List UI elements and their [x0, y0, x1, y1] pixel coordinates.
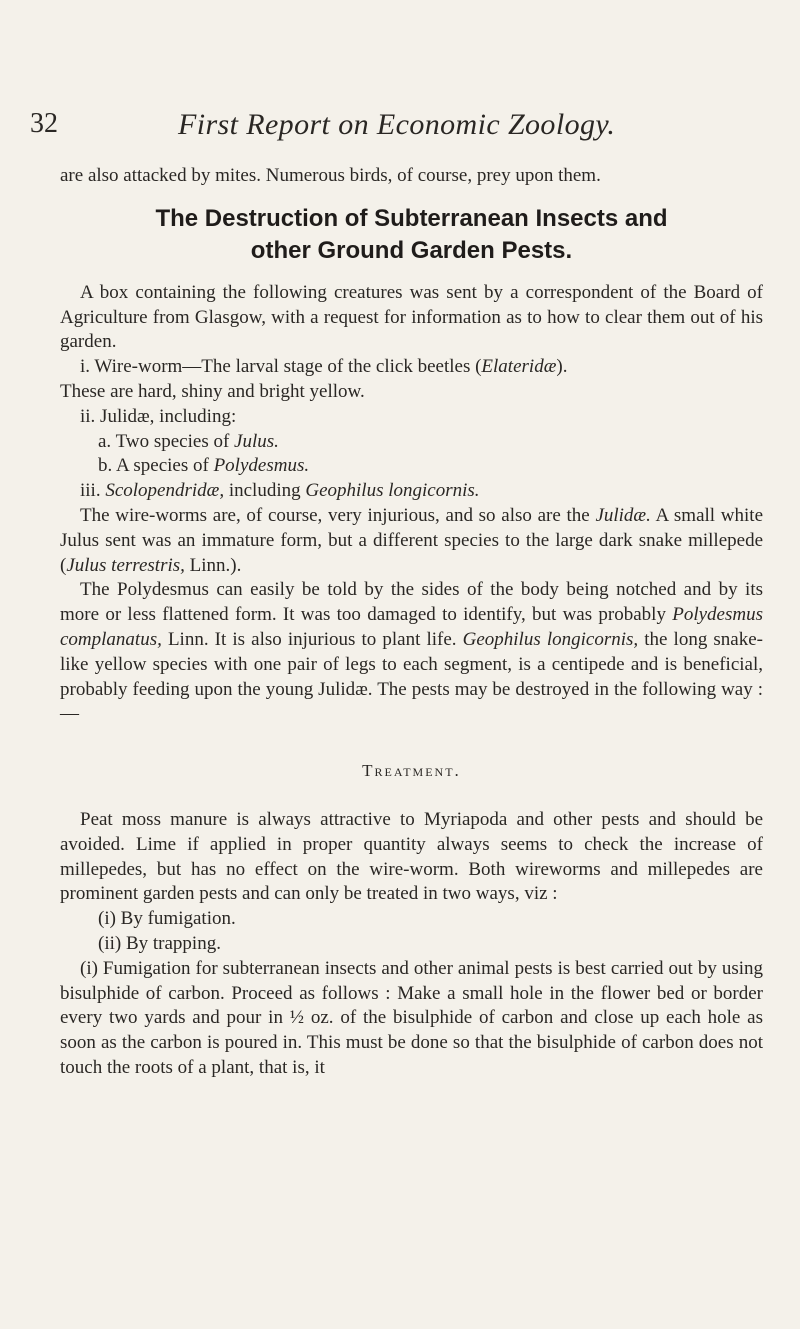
running-title: First Report on Economic Zoology. — [178, 108, 616, 141]
polydesmus-text-2: Linn. It is also injurious to plant life. — [161, 628, 463, 650]
page-header — [0, 108, 800, 148]
list-item-b-taxon: Polydesmus. — [213, 455, 310, 477]
wireworms-taxon-2: Julus terrestris, — [66, 554, 185, 576]
list-item-b — [60, 454, 763, 479]
list-item-a — [60, 430, 763, 455]
polydesmus-text-1: The Polydesmus can easily be told by the sides of the body being notched and by its more or less flattened form. It was too damaged to identify, but was probably — [60, 579, 763, 626]
section-title-line-1: The Destruction of Subterranean Insects and — [155, 204, 668, 232]
page-number: 32 — [30, 108, 58, 139]
list-item-iii-prefix: iii. — [80, 480, 106, 502]
list-item-i-taxon: Elateridæ — [481, 356, 557, 378]
wireworms-text-2: A small white Julus sent was an immature form, but a different species to the large dark snake millepede ( — [60, 504, 764, 576]
list-item-i-continuation: These are hard, shiny and bright yellow. — [60, 380, 365, 402]
wireworms-paragraph — [60, 504, 763, 578]
polydesmus-taxon-1: Polydesmus complanatus, — [60, 604, 763, 650]
page-body — [60, 164, 763, 1081]
list-item-b-text: b. A species of — [98, 455, 214, 477]
list-item-iii-taxon: Scolopendridæ, — [105, 480, 225, 502]
wireworms-text-1: The wire-worms are, of course, very injurious, and so also are the — [80, 504, 596, 526]
polydesmus-text-3: the long snake-like yellow species with one pair of legs to each segment, is a centipede and is beneficial, probably feeding upon the young Julidæ. The pests may be destroyed in the following way :— — [60, 628, 763, 725]
continuation-paragraph: are also attacked by mites. Numerous birds, of course, prey upon them. — [60, 165, 601, 186]
list-item-i — [60, 355, 763, 380]
list-item-a-text: a. Two species of — [98, 430, 235, 452]
treatment-option-1: (i) By fumigation. — [98, 908, 236, 930]
section-title-line-2: other Ground Garden Pests. — [250, 236, 573, 264]
treatment-option-2: (ii) By trapping. — [98, 932, 221, 954]
list-item-iii-mid: including — [224, 480, 306, 502]
wireworms-taxon-1: Julidæ. — [595, 504, 651, 526]
list-item-i-text: i. Wire-worm—The larval stage of the click beetles ( — [80, 356, 482, 378]
list-item-iii-species: Geophilus longicornis. — [305, 480, 480, 502]
treatment-heading: Treatment. — [362, 761, 461, 781]
treatment-paragraph-1: Peat moss manure is always attractive to Myriapoda and other pests and should be avoided. Lime if applied in proper quantity always seems to check the increase of millepedes, but has no effect on the wire-worm. Both wireworms and millepedes are prominent garden pests and can only be treated in two ways, viz : — [60, 808, 763, 905]
section-title — [60, 203, 763, 267]
intro-paragraph: A box containing the following creatures was sent by a correspondent of the Board of Agriculture from Glasgow, with a request for information as to how to clear them out of his garden. — [60, 281, 763, 353]
polydesmus-taxon-2: Geophilus longicornis, — [462, 628, 639, 650]
list-item-a-taxon: Julus. — [234, 430, 279, 452]
wireworms-text-3: Linn.). — [184, 554, 242, 576]
polydesmus-paragraph — [60, 578, 763, 727]
list-item-i-close: ). — [556, 356, 568, 378]
treatment-paragraph-2: (i) Fumigation for subterranean insects and other animal pests is best carried out by using bisulphide of carbon. Proceed as follows : Make a small hole in the flower bed or border every two yards and pour in ½ oz. of the bisulphide of carbon and close up each hole as soon as the carbon is poured in. This must be done so that the bisulphide of carbon does not touch the roots of a plant, that is, it — [60, 957, 763, 1078]
list-item-iii — [60, 479, 763, 504]
list-item-ii: ii. Julidæ, including: — [80, 405, 237, 427]
